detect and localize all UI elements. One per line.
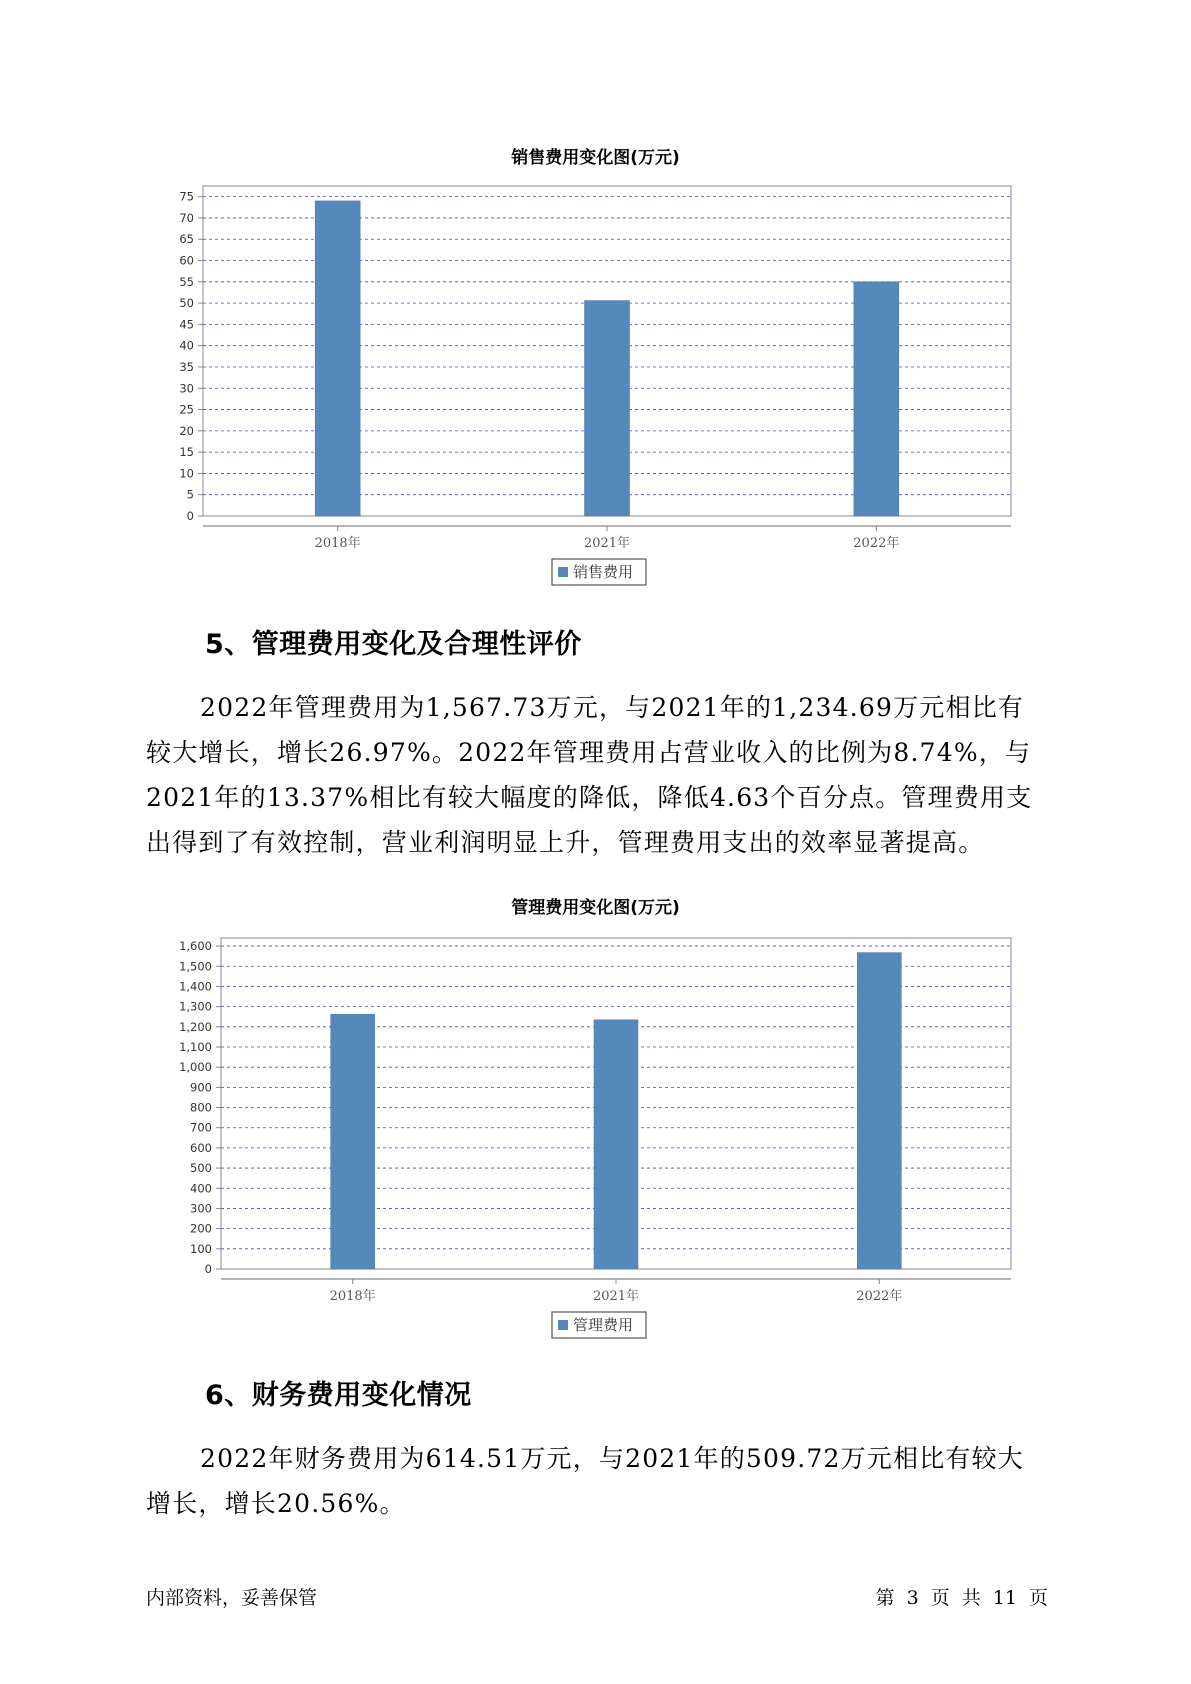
y-tick-label: 0 — [186, 509, 194, 523]
y-tick-label: 700 — [190, 1120, 212, 1135]
x-tick-label: 2018年 — [314, 536, 361, 551]
y-tick-label: 75 — [179, 189, 194, 204]
y-tick-label: 10 — [179, 466, 194, 481]
y-tick-label: 60 — [179, 253, 194, 268]
y-tick-label: 300 — [190, 1201, 212, 1216]
section5-paragraph: 2022年管理费用为1,567.73万元，与2021年的1,234.69万元相比有较大增长，增长26.97%。2022年管理费用占营业收入的比例为8.74%，与2021年的13.37%相比有较大幅度的降低，降低4.63个百分点。管理费用支出得到了有效控制，营业利润明显上升，管理费用支出的效率显著提高。 — [146, 693, 1033, 857]
x-tick-label: 2022年 — [856, 1289, 903, 1304]
y-tick-label: 20 — [179, 423, 194, 438]
y-tick-label: 600 — [190, 1140, 212, 1155]
y-tick-label: 1,000 — [179, 1060, 212, 1075]
section5-heading: 5、管理费用变化及合理性评价 — [205, 629, 582, 660]
y-tick-label: 400 — [190, 1181, 212, 1196]
bar-2018年 — [331, 1014, 375, 1269]
legend-swatch — [558, 1320, 568, 1330]
x-tick-label: 2021年 — [592, 1289, 640, 1304]
section6-heading: 6、财务费用变化情况 — [205, 1380, 472, 1411]
legend-label: 管理费用 — [573, 1316, 634, 1334]
y-tick-label: 200 — [190, 1221, 212, 1236]
y-tick-label: 800 — [190, 1100, 212, 1115]
footer-page-number: 第 3 页 共 11 页 — [875, 1587, 1048, 1609]
x-tick-label: 2021年 — [583, 536, 631, 551]
y-tick-label: 55 — [179, 274, 194, 289]
y-tick-label: 1,200 — [179, 1019, 212, 1034]
y-tick-label: 45 — [179, 317, 194, 332]
y-tick-label: 40 — [179, 338, 194, 353]
x-tick-label: 2018年 — [329, 1289, 376, 1304]
y-tick-label: 70 — [179, 210, 194, 225]
y-tick-label: 100 — [190, 1241, 212, 1256]
footer-confidential-note: 内部资料，妥善保管 — [146, 1587, 318, 1609]
y-tick-label: 1,100 — [179, 1039, 212, 1054]
y-tick-label: 1,600 — [179, 939, 212, 954]
y-tick-label: 1,400 — [179, 979, 212, 994]
y-tick-label: 1,300 — [179, 999, 212, 1014]
y-tick-label: 5 — [186, 487, 194, 502]
y-tick-label: 15 — [179, 445, 194, 460]
y-tick-label: 35 — [179, 359, 194, 374]
y-tick-label: 900 — [190, 1080, 212, 1095]
y-tick-label: 25 — [179, 402, 194, 417]
chart1-title: 销售费用变化图(万元) — [511, 148, 680, 168]
y-tick-label: 500 — [190, 1161, 212, 1176]
bar-2021年 — [594, 1020, 638, 1269]
y-tick-label: 30 — [179, 381, 194, 396]
bar-2022年 — [857, 953, 901, 1269]
y-tick-label: 1,500 — [179, 959, 212, 974]
x-tick-label: 2022年 — [853, 536, 900, 551]
y-tick-label: 50 — [179, 296, 194, 311]
y-tick-label: 65 — [179, 232, 194, 247]
chart2-title: 管理费用变化图(万元) — [511, 898, 680, 918]
section6-paragraph: 2022年财务费用为614.51万元，与2021年的509.72万元相比有较大增长，增长20.56%。 — [146, 1444, 1024, 1518]
legend-label: 销售费用 — [573, 563, 634, 581]
y-tick-label: 0 — [204, 1262, 212, 1276]
